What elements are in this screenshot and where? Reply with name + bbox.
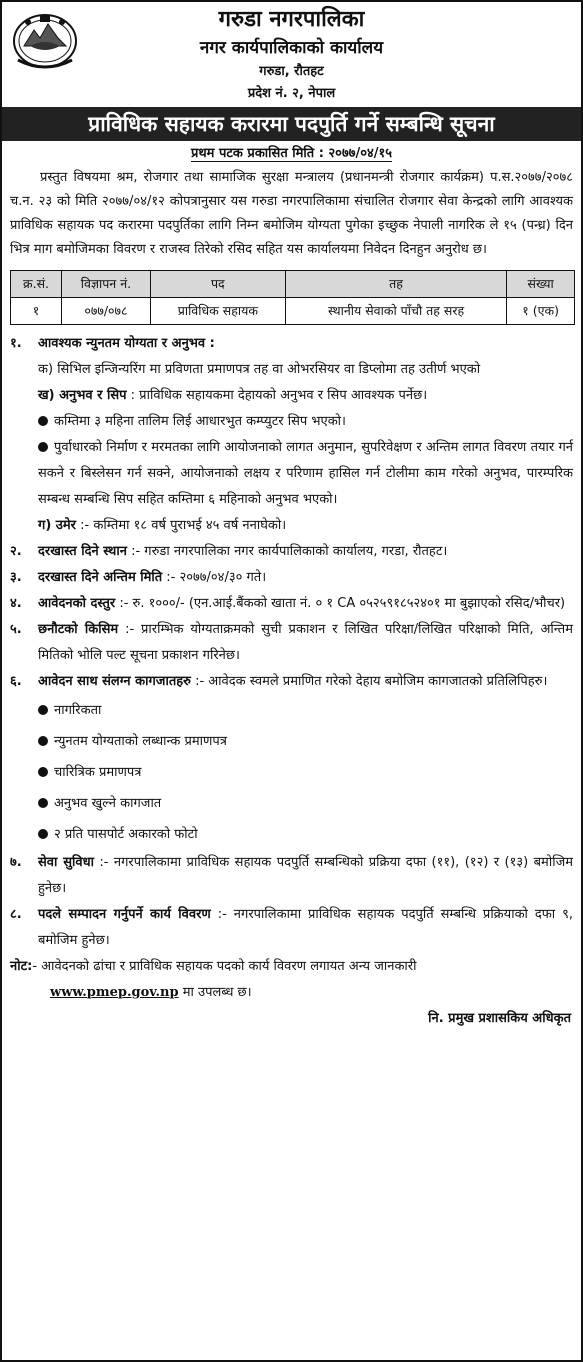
section-body — [38, 902, 573, 954]
section-number: ४. — [10, 596, 22, 611]
publish-date — [2, 144, 581, 164]
section-title: आवेदनको दस्तुर — [38, 596, 116, 611]
qualification-c-text: :- कम्तिमा १८ वर्ष पुराभई ४५ वर्ष ननाघेको। — [80, 518, 287, 533]
note-link-suffix: मा उपलब्ध छ। — [178, 985, 252, 1000]
qualification-b-label: ख) अनुभव र सिप — [38, 388, 127, 403]
section-service-benefit — [2, 850, 581, 902]
list-item-text: अनुभव खुल्ने कागजात — [54, 796, 162, 811]
section-qualification — [2, 331, 581, 357]
section-title: आवश्यक न्युनतम योग्यता र अनुभव : — [38, 336, 215, 351]
list-item-text: न्युनतम योग्यताको लब्धान्क प्रमाणपत्र — [54, 734, 227, 749]
website-link[interactable]: www.pmep.gov.np — [50, 985, 179, 1000]
document-list — [2, 695, 581, 850]
cell-advert-no: ०७७/०७८ — [62, 298, 151, 325]
signature: नि. प्रमुख प्रशासकिय अधिकृत — [428, 1011, 571, 1026]
section-text: :- २०७७/०४/३० गते। — [166, 570, 267, 585]
list-item — [38, 788, 581, 819]
col-post: पद — [150, 271, 285, 298]
cell-count: १ (एक) — [507, 298, 575, 325]
note-label: नोट: — [10, 959, 33, 974]
qualification-c — [2, 513, 581, 539]
section-title: आवेदन साथ संलग्न कागजातहरु — [38, 674, 191, 689]
col-advert-no: विज्ञापन नं. — [62, 271, 151, 298]
section-title: दरखास्त दिने अन्तिम मिति — [38, 570, 163, 585]
section-selection — [2, 617, 581, 669]
section-text: :- नगरपालिकामा प्राविधिक सहायक पदपुर्ति सम्बन्धिको प्रक्रिया दफा (११), (१२) र (१३) बमोजिम हुनेछ। — [38, 855, 573, 896]
bullet-text: पुर्वाधारको निर्माण र मरमतका लागि आयोजनाको लागत अनुमान, सुपरिवेक्षण र अन्तिम लागत विवरण तयार गर्न सकने र बिस्लेसन गर्न सक्ने, आयोजनाको लक्षय र परिणाम हासिल गर्न टोलीमा काम गरेको अनुभव, पारम्परिक सम्बन्ध सम्बन्धि सिप सहित कम्तिमा ६ महिनाको अनुभव भएको। — [38, 440, 573, 507]
office-name: नगर कार्यपालिकाको कार्यालय — [199, 38, 384, 58]
section-body — [38, 617, 573, 669]
qualification-a: क) सिभिल इन्जिन्यरिंग मा प्रविणता प्रमाणपत्र तह वा ओभरसियर वा डिप्लोमा तह उतीर्ण भएको — [38, 362, 481, 377]
section-text: :- आवेदक स्वमले प्रमाणित गरेको देहाय बमोजिम कागजातको प्रतिलिपिहरु। — [195, 674, 548, 689]
bullet-icon — [38, 798, 48, 808]
section-number: २. — [10, 544, 22, 559]
section-fee — [2, 591, 581, 617]
list-item — [2, 435, 581, 513]
section-text: :- नगरपालिकामा प्राविधिक सहायक पदपुर्ति सम्बन्धि प्रक्रियाको दफा ९, बमोजिम हुनेछ। — [38, 907, 574, 948]
section-title: छनौटको किसिम — [38, 622, 119, 637]
nepal-emblem-icon — [10, 8, 80, 70]
list-item — [38, 695, 581, 726]
municipality-name: गरुडा नगरपालिका — [218, 7, 365, 32]
table-header-row — [11, 271, 575, 298]
cell-level: स्थानीय सेवाको पाँचौ तह सरह — [285, 298, 506, 325]
note-text: - आवेदनको ढांचा र प्राविधिक सहायक पदको कार्य विवरण लगायत अन्य जानकारी — [32, 959, 417, 974]
section-number: ६. — [10, 674, 22, 689]
list-item — [38, 757, 581, 788]
col-serial: क्र.सं. — [11, 271, 62, 298]
note-link-line — [10, 980, 573, 1006]
bullet-icon — [38, 705, 48, 715]
list-item-text: नागरिकता — [54, 703, 102, 718]
bullet-icon — [38, 442, 48, 452]
section-text: :- गरुडा नगरपालिका नगर कार्यपालिकाको कार्यालय, गरडा, रौतहट। — [131, 544, 448, 559]
list-item-text: चारित्रिक प्रमाणपत्र — [54, 765, 142, 780]
section-job-description — [2, 902, 581, 954]
bullet-icon — [38, 736, 48, 746]
section-documents — [2, 669, 581, 695]
bullet-icon — [38, 767, 48, 777]
bullet-icon — [38, 829, 48, 839]
section-body — [38, 669, 573, 695]
vacancy-table — [10, 270, 575, 325]
note — [2, 954, 581, 1006]
office-header — [2, 2, 581, 105]
qualification-c-label: ग) उमेर — [38, 518, 77, 533]
list-item — [38, 819, 581, 850]
office-address: गरुडा, रौतहट — [259, 64, 324, 79]
section-deadline — [2, 565, 581, 591]
list-item-text: २ प्रति पासपोर्ट अकारको फोटो — [54, 827, 198, 842]
col-count: संख्या — [507, 271, 575, 298]
section-number: ५. — [10, 622, 22, 637]
section-body — [38, 850, 573, 902]
section-number: १. — [10, 336, 22, 351]
section-body — [38, 565, 573, 591]
section-title: पदले सम्पादन गर्नुपर्ने कार्य विवरण — [38, 907, 211, 922]
qualification-b — [2, 383, 581, 409]
section-number: ८. — [10, 907, 22, 922]
section-number: ३. — [10, 570, 22, 585]
section-application-place — [2, 539, 581, 565]
cell-post: प्राविधिक सहायक — [150, 298, 285, 325]
section-text: :- रु. १०००/- (एन.आई.बैंकको खाता नं. ० १ CA ०५२५९१८५२४०१ मा बुझाएको रसिद/भौचर) — [119, 596, 566, 611]
province: प्रदेश नं. २, नेपाल — [247, 86, 336, 101]
publish-date-text: प्रथम पटक प्रकासित मिति : २०७७/०४/१५ — [190, 146, 393, 161]
list-item — [2, 409, 581, 435]
section-text: :- प्रारम्भिक योग्यताक्रमको सुची प्रकाशन र लिखित परिक्षा/लिखित परिक्षाको मिति, अन्तिम मितिको भोलि पल्ट सूचना प्रकाशन गरिनेछ। — [38, 622, 573, 663]
section-body — [38, 539, 573, 565]
section-body — [38, 591, 573, 617]
bullet-text: कम्तिमा ३ महिना तालिम लिई आधारभुत कम्प्युटर सिप भएको। — [54, 414, 346, 429]
bullet-icon — [38, 416, 48, 426]
section-number: ७. — [10, 855, 22, 870]
notice-title: प्राविधिक सहायक करारमा पदपुर्ति गर्ने सम्बन्धि सूचना — [2, 107, 581, 141]
table-row — [11, 298, 575, 325]
section-title: दरखास्त दिने स्थान — [38, 544, 127, 559]
col-level: तह — [285, 271, 506, 298]
intro-paragraph: प्रस्तुत विषयमा श्रम, रोजगार तथा सामाजिक सुरक्षा मन्त्रालय (प्रधानमन्त्री रोजगार कार्यक्रम) प.स.२०७७/२०७८ च.न. २३ को मिति २०७७/०४/१२ कोपत्रानुसार यस गरुडा नगरपालिकामा संचालित रोजगार सेवा केन्द्रको लागि आवश्यक प्राविधिक सहायक पद करारमा पदपुर्तिका लागि निम्न बमोजिम योग्यता पुगेका इच्छुक नेपाली नागरिक ले १५ (पन्ध्र) दिन भित्र माग बमोजिमका विवरण र राजस्व तिरेको रसिद सहित यस कार्यालयमा निवेदन दिनहुन अनुरोध छ। — [10, 170, 573, 257]
section-title: सेवा सुविधा — [38, 855, 94, 870]
cell-serial: १ — [11, 298, 62, 325]
list-item — [38, 726, 581, 757]
qualification-b-text: : प्राविधिक सहायकमा देहायको अनुभव र सिप आवश्यक पर्नेछ। — [130, 388, 428, 403]
